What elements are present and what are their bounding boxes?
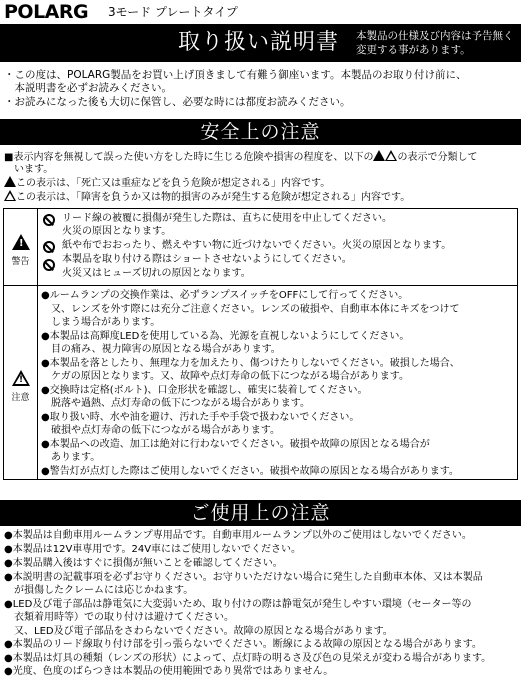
safety-lead-text-b: の表示で分類して xyxy=(397,152,478,163)
usage-heading: ご使用上の注意 xyxy=(190,502,331,524)
warning-item: 火災の原因となります。 xyxy=(62,226,172,237)
warning-triangle-icon: ! xyxy=(12,234,30,250)
usage-item: ●本製品は自動車用ルームランプ専用品です。自動車用ルームランプ以外のご使用はしないでください。 xyxy=(4,530,472,541)
caution-item: 目の痛み、視力障害の原因となる場合があります。 xyxy=(41,344,281,355)
warning-item: 火災又はヒューズ切れの原因となります。 xyxy=(62,268,251,279)
product-subtitle: 3モード プレートタイプ xyxy=(108,5,238,19)
caution-item: ●本製品を落としたり、無理な力を加えたり、傷つけたりしないでください。破損した場合、 xyxy=(41,358,460,369)
caution-item: ●交換時は定格(ボルト)、口金形状を確認し、確実に装着してください。 xyxy=(41,385,368,396)
caution-item: ●取り扱い時、水や油を避け、汚れた手や手袋で扱わないでください。 xyxy=(41,412,360,423)
intro-line-1: ・この度は、POLARG製品をお買い上げ頂きまして有難う御座います。本製品のお取り付け前に、 xyxy=(4,69,467,81)
usage-item: ●本製品は12V車専用です。24V車にはご使用しないでください。 xyxy=(4,544,302,555)
usage-item: が損傷したクレームには応じかねます。 xyxy=(4,585,194,596)
spec-notice-line-1: 本製品の仕様及び内容は予告無く xyxy=(356,30,514,42)
usage-item: ●本製品購入後はすぐに損傷が無いことを確認してください。 xyxy=(4,558,283,569)
caution-item: ●ルームランプの交換作業は、必ずランプスイッチをOFFにして行ってください。 xyxy=(41,290,409,301)
caution-item: あります。 xyxy=(41,452,101,463)
warning-triangle-icon xyxy=(373,150,385,161)
warning-content-cell xyxy=(38,209,518,286)
caution-item: ケガの原因となります。又、故障や点灯寿命の低下につながる場合があります。 xyxy=(41,371,409,382)
usage-item: ●LED及び電子部品は静電気に大変弱いため、取り付けの際は静電気が発生しやすい環境（セーター等の xyxy=(4,599,472,610)
warning-item: リード線の被覆に損傷が発生した際は、直ちに使用を中止してください。 xyxy=(62,213,392,224)
safety-heading: 安全上の注意 xyxy=(200,121,321,143)
caution-triangle-icon xyxy=(4,190,16,201)
intro-line-2: 本説明書を必ずお読みください。 xyxy=(4,82,172,94)
usage-heading-band xyxy=(0,500,521,526)
caution-item: 又、レンズを外す際には充分ご注意ください。レンズの破損や、自動車本体にキズをつけて xyxy=(41,304,460,315)
safety-table xyxy=(3,208,518,480)
warning-triangle-icon xyxy=(4,176,16,187)
usage-item: ●本製品は灯具の種類（レンズの形状）によって、点灯時の明るさ及び色の見栄えが変わる場合があります。 xyxy=(4,653,492,664)
caution-label-cell xyxy=(4,286,38,480)
caution-item: ●警告灯が点灯した際はご使用しないでください。破損や故障の原因となる場合があります。 xyxy=(41,466,459,477)
prohibition-icon xyxy=(43,259,55,271)
caution-content-cell xyxy=(38,286,518,480)
usage-item: 衣類着用時等）での取り付けは避けてください。 xyxy=(4,612,234,623)
safety-heading-band xyxy=(0,119,521,145)
spec-notice-line-2: 変更する事があります。 xyxy=(356,44,471,56)
caution-item: 脱落や過熱、点灯寿命の低下につながる場合があります。 xyxy=(41,398,310,409)
caution-item: ●本製品は高輝度LEDを使用している為、光源を直視しないようにしてください。 xyxy=(41,331,410,342)
safety-lead-line-2: います。 xyxy=(4,164,54,175)
warning-row xyxy=(4,209,518,286)
caution-label: 注意 xyxy=(11,393,30,403)
warning-item: 紙や布でおおったり、燃えやすい物に近づけないでください。火災の原因となります。 xyxy=(62,240,452,251)
warning-item: 本製品を取り付ける際はショートさせないようにしてください。 xyxy=(62,254,352,265)
warning-label: 警告 xyxy=(11,257,30,267)
prohibition-icon xyxy=(43,241,55,253)
caution-row xyxy=(4,286,518,480)
title-bar xyxy=(0,24,521,62)
definition-caution xyxy=(4,190,410,204)
intro-line-3: ・お読みになった後も大切に保管し、必要な時には都度お読みください。 xyxy=(4,96,351,108)
usage-item: 又、LED及び電子部品をさわらないでください。故障の原因となる場合があります。 xyxy=(4,626,393,637)
definition-warning-text: この表示は、「死亡又は重症などを負う危険が想定される」内容です。 xyxy=(16,178,331,189)
safety-lead-line-1 xyxy=(4,150,477,164)
spec-notice xyxy=(356,29,514,57)
page-title: 取り扱い説明書 xyxy=(178,30,340,55)
caution-item: しまう場合があります。 xyxy=(41,317,161,328)
usage-item: ●本製品のリード線取り付け部を引っ張らないでください。断線による故障の原因となる場合があります。 xyxy=(4,639,482,650)
caution-triangle-icon xyxy=(385,150,397,161)
usage-item: ●本説明書の記載事項を必ずお守りください。お守りいただけない場合に発生した自動車本体、又は本製品 xyxy=(4,572,483,583)
warning-label-cell xyxy=(4,209,38,286)
caution-item: ●本製品への改造、加工は絶対に行わないでください。破損や故障の原因となる場合が xyxy=(41,439,430,450)
usage-item: ●光度、色度のばらつきは本製品の使用範囲であり異常ではありません。 xyxy=(4,666,334,677)
safety-lead-text-a: ■表示内容を無視して誤った使い方をした時に生じる危険や損害の程度を、以下の xyxy=(4,152,374,163)
prohibition-icon xyxy=(43,214,55,226)
caution-item: 破損や点灯寿命の低下につながる場合があります。 xyxy=(41,425,280,436)
definition-caution-text: この表示は、「障害を負うか又は物的損害のみが発生する危険が想定される」内容です。 xyxy=(16,192,411,203)
definition-warning xyxy=(4,176,330,190)
brand-logo: POLARG xyxy=(4,1,89,23)
caution-triangle-icon: ! xyxy=(12,370,30,386)
